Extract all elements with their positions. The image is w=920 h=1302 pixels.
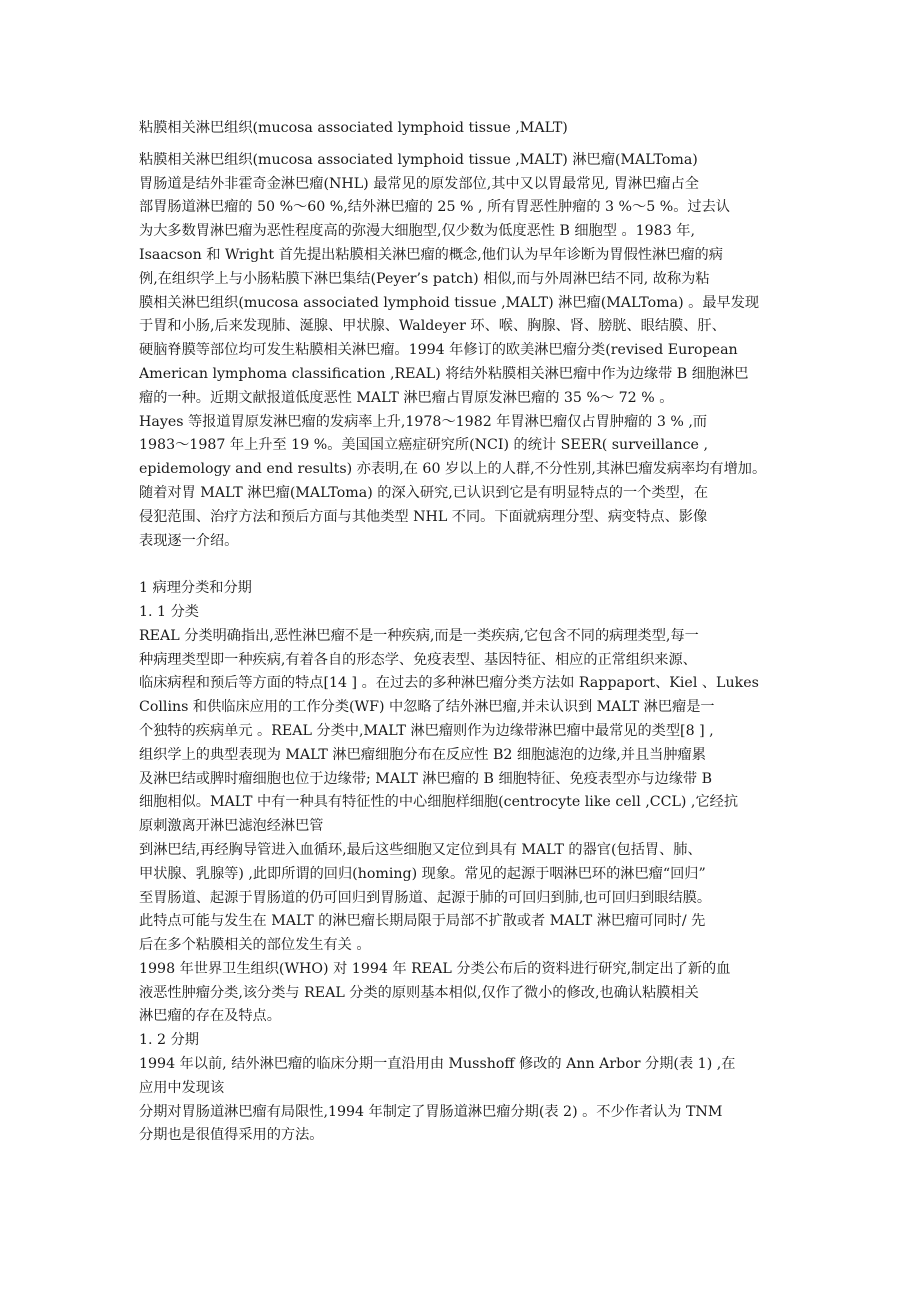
text-line: 硬脑脊膜等部位均可发生粘膜相关淋巴瘤。1994 年修订的欧美淋巴瘤分类(revised European (139, 342, 738, 359)
text-line: 侵犯范围、治疗方法和预后方面与其他类型 NHL 不同。下面就病理分型、病变特点、影像 (139, 508, 708, 525)
text-line: 于胃和小肠,后来发现肺、涎腺、甲状腺、Waldeyer 环、喉、胸腺、肾、膀胱、眼结膜、肝、 (139, 318, 726, 335)
document-body (139, 117, 787, 1148)
blank-line (139, 553, 787, 577)
text-line: Collins 和供临床应用的工作分类(WF) 中忽略了结外淋巴瘤,并未认识到 MALT 淋巴瘤是一 (139, 699, 715, 716)
text-line: 表现逐一介绍。 (139, 532, 239, 549)
text-line: Hayes 等报道胃原发淋巴瘤的发病率上升,1978～1982 年胃淋巴瘤仅占胃肿瘤的 3 % ,而 (139, 413, 708, 430)
text-line: 后在多个粘膜相关的部位发生有关 。 (139, 937, 371, 954)
text-line: Isaacson 和 Wright 首先提出粘膜相关淋巴瘤的概念,他们认为早年诊断为胃假性淋巴瘤的病 (139, 246, 723, 263)
text-line: epidemology and end results) 亦表明,在 60 岁以上的人群,不分性别,其淋巴瘤发病率均有增加。 (139, 461, 767, 478)
text-line: 例,在组织学上与小肠粘膜下淋巴集结(Peyer’s patch) 相似,而与外周淋巴结不同, 故称为粘 (139, 270, 710, 287)
text-line: 此特点可能与发生在 MALT 的淋巴瘤长期局限于局部不扩散或者 MALT 淋巴瘤可同时/ 先 (139, 913, 706, 930)
text-line: 种病理类型即一种疾病,有着各自的形态学、免疫表型、基因特征、相应的正常组织来源、 (139, 651, 697, 668)
text-line: 组织学上的典型表现为 MALT 淋巴瘤细胞分布在反应性 B2 细胞滤泡的边缘,并且当肿瘤累 (139, 746, 706, 763)
text-line: 1. 2 分期 (139, 1032, 199, 1049)
text-line: 1994 年以前, 结外淋巴瘤的临床分期一直沿用由 Musshoff 修改的 Ann Arbor 分期(表 1) ,在 (139, 1056, 736, 1073)
text-line: 随着对胃 MALT 淋巴瘤(MALToma) 的深入研究,已认识到它是有明显特点的一个类型，在 (139, 484, 709, 501)
text-line: 为大多数胃淋巴瘤为恶性程度高的弥漫大细胞型,仅少数为低度恶性 B 细胞型 。1983 年, (139, 223, 695, 240)
text-line: 淋巴瘤的存在及特点。 (139, 1008, 281, 1025)
text-line: 1998 年世界卫生组织(WHO) 对 1994 年 REAL 分类公布后的资料进行研究,制定出了新的血 (139, 960, 731, 977)
text-line: 胃肠道是结外非霍奇金淋巴瘤(NHL) 最常见的原发部位,其中又以胃最常见, 胃淋巴瘤占全 (139, 175, 699, 192)
text-line: 部胃肠道淋巴瘤的 50 %～60 %,结外淋巴瘤的 25 % , 所有胃恶性肿瘤的 3 %～5 %。过去认 (139, 199, 730, 216)
text-line: 1 病理分类和分期 (139, 580, 252, 597)
text-line: 至胃肠道、起源于胃肠道的仍可回归到胃肠道、起源于肺的可回归到肺,也可回归到眼结膜。 (139, 889, 712, 906)
text-line: 细胞相似。MALT 中有一种具有特征性的中心细胞样细胞(centrocyte like cell ,CCL) ,它经抗 (139, 794, 739, 811)
text-line: 分期对胃肠道淋巴瘤有局限性,1994 年制定了胃肠道淋巴瘤分期(表 2) 。不少作者认为 TNM (139, 1103, 723, 1120)
body-text (139, 149, 787, 1148)
text-line: 到淋巴结,再经胸导管进入血循环,最后这些细胞又定位到具有 MALT 的器官(包括胃、肺、 (139, 841, 702, 858)
text-line: 甲状腺、乳腺等) ,此即所谓的回归(homing) 现象。常见的起源于咽淋巴环的淋巴瘤“回归” (139, 865, 706, 882)
text-line: 原刺激离开淋巴滤泡经淋巴管 (139, 818, 324, 835)
text-line: 及淋巴结或脾时瘤细胞也位于边缘带; MALT 淋巴瘤的 B 细胞特征、免疫表型亦与边缘带 B (139, 770, 713, 787)
text-line: 个独特的疾病单元 。REAL 分类中,MALT 淋巴瘤则作为边缘带淋巴瘤中最常见的类型[8 ] , (139, 722, 714, 739)
text-line: 应用中发现该 (139, 1079, 225, 1096)
text-line: 瘤的一种。近期文献报道低度恶性 MALT 淋巴瘤占胃原发淋巴瘤的 35 %～ 72 % 。 (139, 389, 674, 406)
text-line: 粘膜相关淋巴组织(mucosa associated lymphoid tissue ,MALT) 淋巴瘤(MALToma) (139, 151, 698, 168)
text-line: 液恶性肿瘤分类,该分类与 REAL 分类的原则基本相似,仅作了微小的修改,也确认粘膜相关 (139, 984, 699, 1001)
text-line: REAL 分类明确指出,恶性淋巴瘤不是一种疾病,而是一类疾病,它包含不同的病理类型,每一 (139, 627, 699, 644)
text-line: 1. 1 分类 (139, 603, 199, 620)
text-line: 1983～1987 年上升至 19 %。美国国立癌症研究所(NCI) 的统计 SEER( surveillance , (139, 437, 708, 454)
text-line: 分期也是很值得采用的方法。 (139, 1127, 324, 1144)
text-line: 临床病程和预后等方面的特点[14 ] 。在过去的多种淋巴瘤分类方法如 Rappaport、Kiel 、Lukes (139, 675, 759, 692)
document-title: 粘膜相关淋巴组织(mucosa associated lymphoid tissue ,MALT) (139, 120, 568, 136)
text-line: American lymphoma classification ,REAL) 将结外粘膜相关淋巴瘤中作为边缘带 B 细胞淋巴 (139, 365, 749, 382)
text-line: 膜相关淋巴组织(mucosa associated lymphoid tissue ,MALT) 淋巴瘤(MALToma) 。最早发现 (139, 294, 760, 311)
